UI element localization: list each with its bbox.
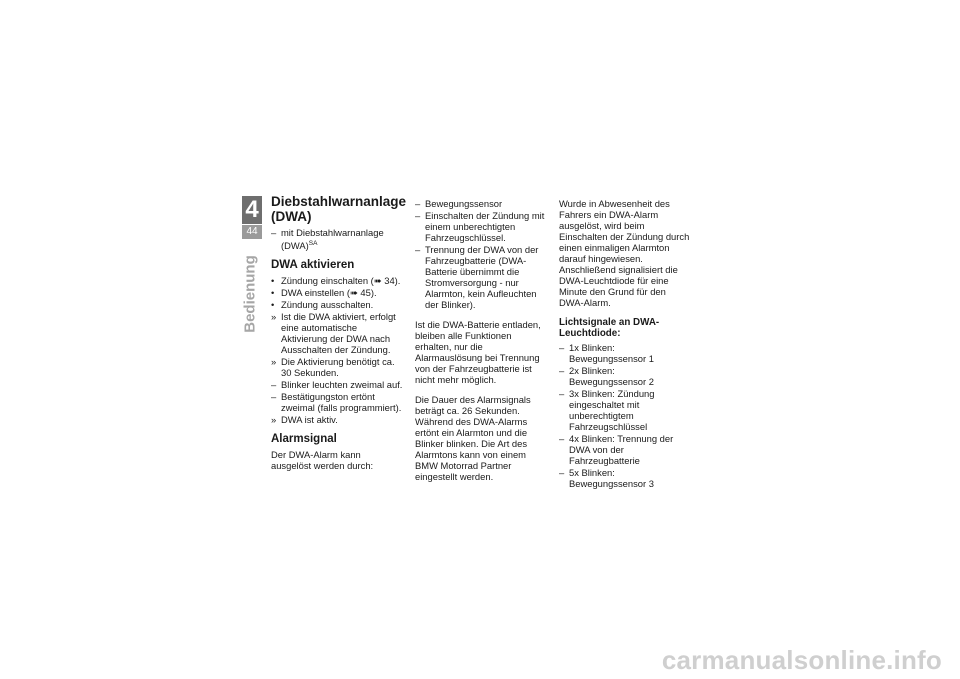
sa-superscript: SA (308, 240, 318, 247)
page-number: 44 (242, 225, 262, 239)
list-item-text: Einschalten der Zündung mit einem unberechtigten Fahrzeugschlüssel. (425, 210, 545, 243)
column-1 (271, 194, 407, 480)
trigger-list (415, 198, 547, 310)
list-item-text: DWA einstellen (➠ 45). (281, 287, 377, 299)
list-item-text: Bestätigungston ertönt zweimal (falls programmiert). (281, 391, 402, 414)
list-item-text: Die Aktivierung benötigt ca. 30 Sekunden. (281, 356, 395, 379)
list-item-text: Zündung ausschalten. (281, 299, 374, 311)
list-marker: – (559, 388, 565, 399)
list-item-text: Blinker leuchten zweimal auf. (281, 379, 403, 391)
list-item-text: Ist die DWA aktiviert, erfolgt eine automatische Aktivierung der DWA nach Ausschalten der Zündung. (281, 311, 396, 356)
list-item (271, 414, 403, 425)
list-item-text: 4x Blinken: Trennung der DWA von der Fahrzeugbatterie (569, 433, 674, 466)
column-3 (559, 198, 691, 490)
led-heading: Lichtsignale an DWA-Leuchtdiode: (559, 317, 660, 339)
intro-text: mit Diebstahlwarnanlage (DWA) (281, 227, 384, 252)
list-item (559, 365, 691, 387)
list-item (415, 244, 547, 310)
list-item (415, 198, 547, 209)
list-marker: – (271, 379, 277, 391)
column-2 (415, 198, 547, 491)
list-item (271, 299, 403, 310)
list-item-text: 1x Blinken: Bewegungssensor 1 (569, 342, 654, 364)
list-item-text: DWA ist aktiv. (281, 414, 338, 426)
list-item-text: Zündung einschalten (➠ 34). (281, 275, 401, 287)
led-list (559, 342, 691, 489)
list-item-text: 2x Blinken: Bewegungssensor 2 (569, 365, 654, 387)
duration-paragraph: Die Dauer des Alarmsignals beträgt ca. 26 Sekunden. Während des DWA-Alarms ertönt ein Alarmton und die Blinker blinken. Die Art des Alarmtons kann von einem BMW Motorrad Partner eingestellt werden. (415, 394, 531, 482)
list-item (559, 467, 691, 489)
activate-heading: DWA aktivieren (271, 259, 355, 272)
list-item-text: Bewegungssensor (425, 198, 503, 209)
absence-paragraph: Wurde in Abwesenheit des Fahrers ein DWA-Alarm ausgelöst, wird beim Einschalten der Zündung durch einen einmaligen Alarmton darauf hingewiesen. Anschließend signalisiert die DWA-Leuchtdiode für eine Minute den Grund für den DWA-Alarm. (559, 198, 690, 308)
list-item (559, 433, 691, 466)
chapter-number: 4 (242, 196, 262, 224)
list-marker: – (415, 198, 421, 209)
list-marker: – (559, 365, 565, 376)
list-item-text: 3x Blinken: Zündung eingeschaltet mit unberechtigtem Fahrzeugschlüssel (569, 388, 655, 432)
list-marker: » (271, 356, 277, 368)
list-marker: • (271, 299, 275, 311)
alarm-text: Der DWA-Alarm kann ausgelöst werden durch: (271, 449, 374, 472)
section-label-wrap (238, 248, 262, 340)
list-item (271, 311, 403, 355)
list-marker: – (559, 433, 565, 444)
list-item (559, 342, 691, 364)
list-marker: » (271, 311, 277, 323)
intro-item (271, 227, 403, 251)
watermark: carmanualsonline.info (661, 645, 942, 675)
list-item (271, 275, 403, 286)
list-item-text: 5x Blinken: Bewegungssensor 3 (569, 467, 654, 489)
list-item (559, 388, 691, 432)
list-marker: – (271, 391, 277, 403)
intro-list (271, 227, 403, 251)
list-item (271, 379, 403, 390)
list-marker: – (559, 467, 565, 478)
activate-list (271, 275, 403, 425)
list-item (271, 356, 403, 378)
alarm-heading: Alarmsignal (271, 433, 337, 446)
list-marker: – (559, 342, 565, 353)
list-marker: » (271, 414, 277, 426)
list-marker: • (271, 275, 275, 287)
page-title: Diebstahlwarnanlage (DWA) (271, 194, 407, 224)
list-marker: • (271, 287, 275, 299)
list-item (415, 210, 547, 243)
battery-paragraph: Ist die DWA-Batterie entladen, bleiben alle Funktionen erhalten, nur die Alarmauslösung bei Trennung von der Fahrzeugbatterie ist nicht mehr möglich. (415, 319, 541, 385)
list-item-text: Trennung der DWA von der Fahrzeugbatterie (DWA-Batterie übernimmt die Stromversorgung - nur Alarmton, kein Aufleuchten der Blinker). (425, 244, 539, 310)
list-item (271, 287, 403, 298)
list-marker: – (271, 227, 277, 238)
list-marker: – (415, 210, 421, 221)
list-item (271, 391, 403, 413)
section-label: Bedienung (241, 255, 259, 333)
list-marker: – (415, 244, 421, 255)
